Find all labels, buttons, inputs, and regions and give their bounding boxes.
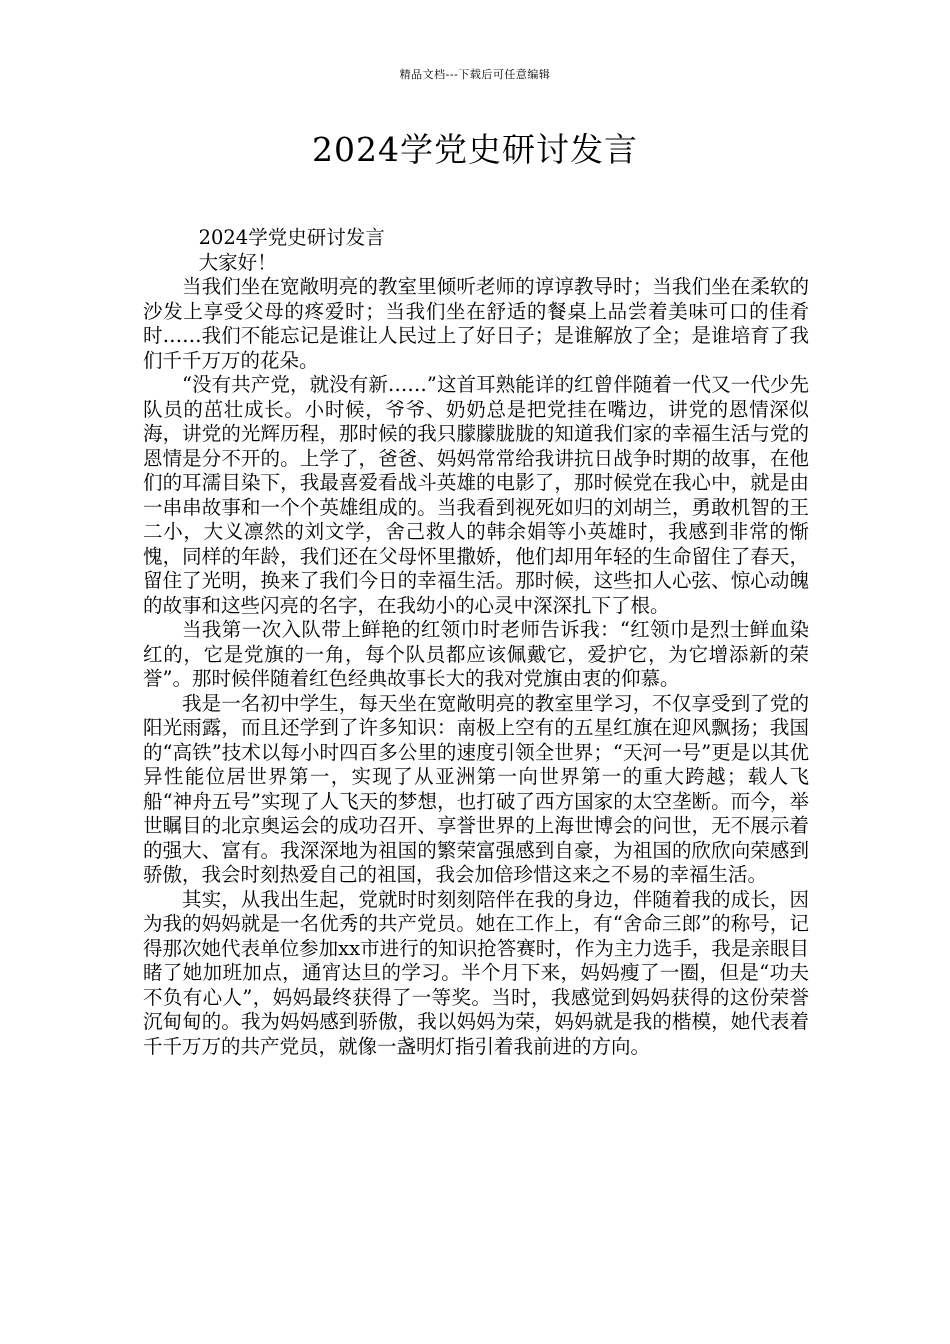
document-title: 2024学党史研讨发言 <box>312 130 638 169</box>
body-paragraph: 当我第一次入队带上鲜艳的红领巾时老师告诉我：“红领巾是烈士鲜血染红的，它是党旗的一角，每个队员都应该佩戴它，爱护它，为它增添新的荣誉”。那时候伴随着红色经典故事长大的我对党旗由衷的仰慕。 <box>143 618 809 690</box>
subtitle-line: 2024学党史研讨发言 <box>198 226 385 249</box>
greeting-line: 大家好！ <box>198 250 277 274</box>
page-header-note: 精品文档---下载后可任意编辑 <box>399 68 551 81</box>
body-paragraph: 当我们坐在宽敞明亮的教室里倾听老师的谆谆教导时；当我们坐在柔软的沙发上享受父母的疼爱时；当我们坐在舒适的餐桌上品尝着美味可口的佳肴时……我们不能忘记是谁让人民过上了好日子；是谁解放了全；是谁培育了我们千千万万的花朵。 <box>143 275 809 372</box>
document-body <box>143 226 809 1059</box>
body-paragraph: “没有共产党，就没有新……”这首耳熟能详的红曾伴随着一代又一代少先队员的茁壮成长。小时候，爷爷、奶奶总是把党挂在嘴边，讲党的恩情深似海，讲党的光辉历程，那时候的我只朦朦胧胧的知道我们家的幸福生活与党的恩情是分不开的。上学了，爸爸、妈妈常常给我讲抗日战争时期的故事，在他们的耳濡目染下，我最喜爱看战斗英雄的电影了，那时候党在我心中，就是由一串串故事和一个个英雄组成的。当我看到视死如归的刘胡兰，勇敢机智的王二小，大义凛然的刘文学，舍己救人的韩余娟等小英雄时，我感到非常的惭愧，同样的年龄，我们还在父母怀里撒娇，他们却用年轻的生命留住了春天，留住了光明，换来了我们今日的幸福生活。那时候，这些扣人心弦、惊心动魄的故事和这些闪亮的名字，在我幼小的心灵中深深扎下了根。 <box>143 373 809 617</box>
body-paragraph: 我是一名初中学生，每天坐在宽敞明亮的教室里学习，不仅享受到了党的阳光雨露，而且还学到了许多知识：南极上空有的五星红旗在迎风飘扬；我国的“高铁”技术以每小时四百多公里的速度引领全世界；“天河一号”更是以其优异性能位居世界第一，实现了从亚洲第一向世界第一的重大跨越；载人飞船“神舟五号”实现了人飞天的梦想，也打破了西方国家的太空垄断。而今，举世瞩目的北京奥运会的成功召开、享誉世界的上海世博会的问世，无不展示着的强大、富有。我深深地为祖国的繁荣富强感到自豪，为祖国的欣欣向荣感到骄傲，我会时刻热爱自己的祖国，我会加倍珍惜这来之不易的幸福生活。 <box>143 691 809 886</box>
body-paragraph: 其实，从我出生起，党就时时刻刻陪伴在我的身边，伴随着我的成长，因为我的妈妈就是一名优秀的共产党员。她在工作上，有“舍命三郎”的称号，记得那次她代表单位参加xx市进行的知识抢答赛时，作为主力选手，我是亲眼目睹了她加班加点，通宵达旦的学习。半个月下来，妈妈瘦了一圈，但是“功夫不负有心人”，妈妈最终获得了一等奖。当时，我感觉到妈妈获得的这份荣誉沉甸甸的。我为妈妈感到骄傲，我以妈妈为荣，妈妈就是我的楷模，她代表着千千万万的共产党员，就像一盏明灯指引着我前进的方向。 <box>143 887 809 1058</box>
